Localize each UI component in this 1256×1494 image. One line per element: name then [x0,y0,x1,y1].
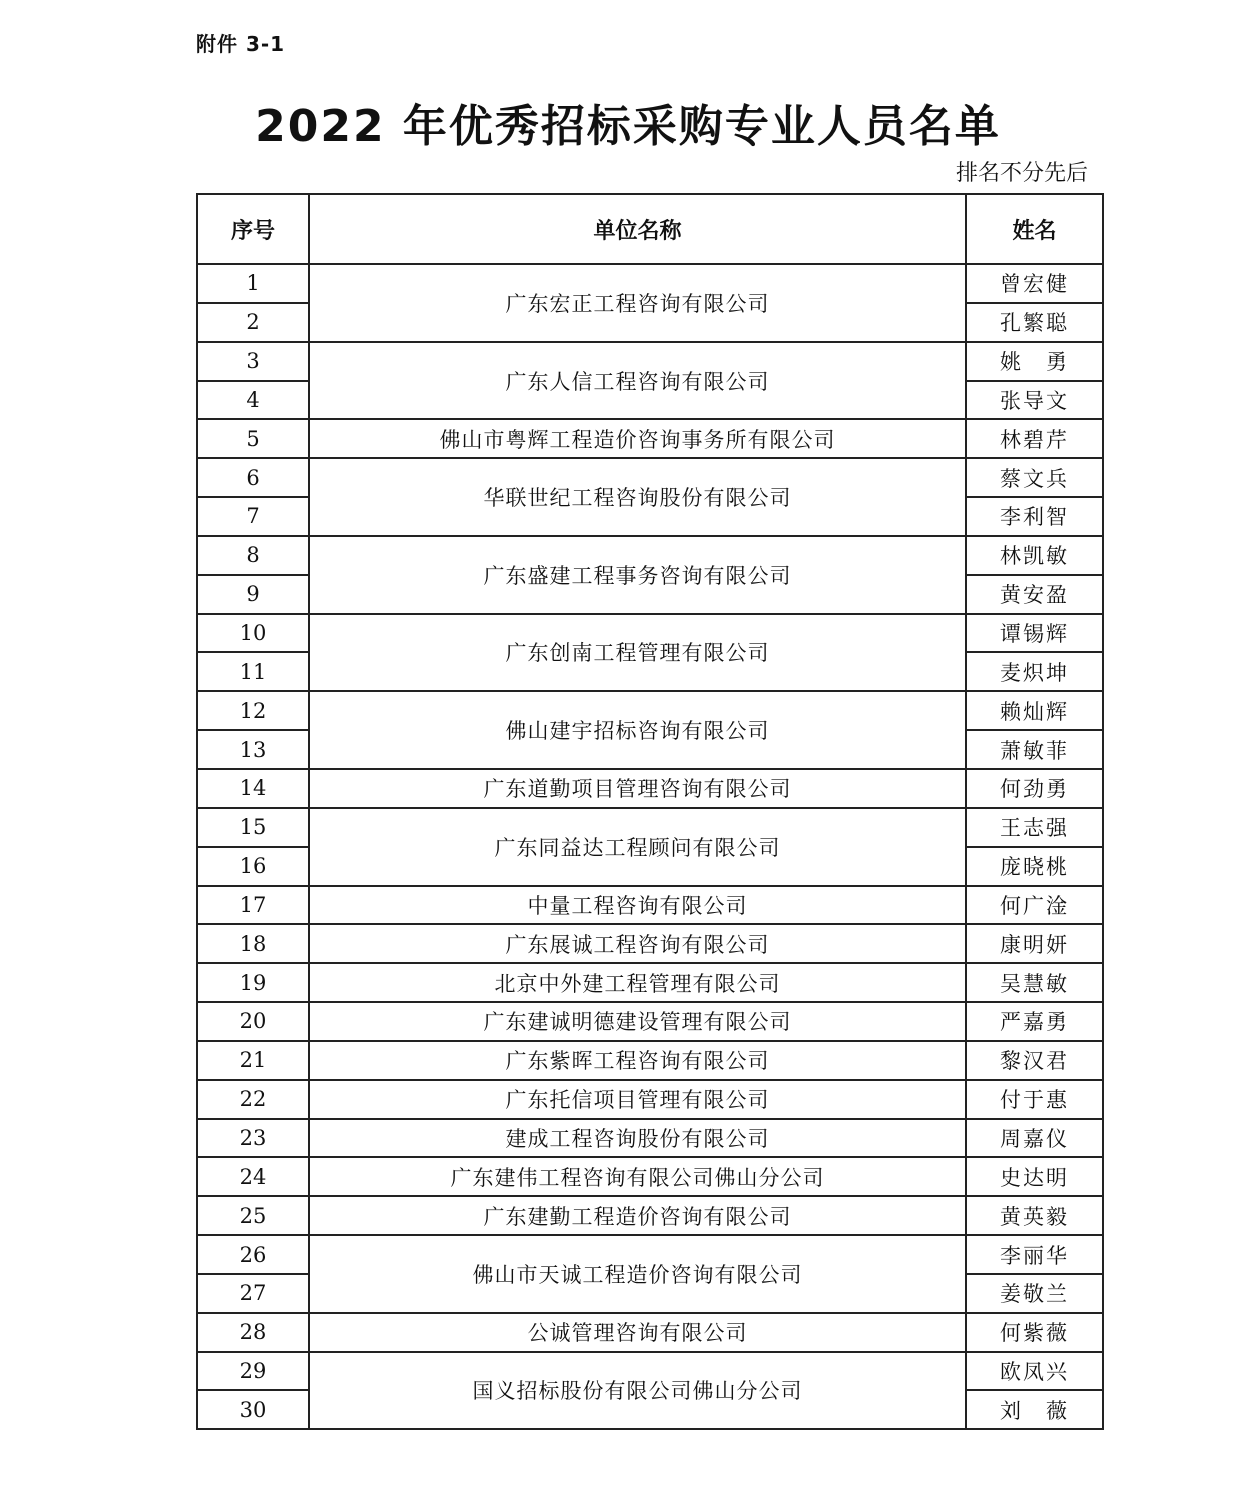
table-row [197,1119,1103,1158]
roster-table [196,193,1104,1430]
company-name: 中量工程咨询有限公司 [309,886,966,925]
company-name: 建成工程咨询股份有限公司 [309,1119,966,1158]
person-name: 付于惠 [966,1080,1103,1119]
person-name: 孔繁聪 [966,303,1103,342]
person-name: 何紫薇 [966,1313,1103,1352]
table-row [197,1235,1103,1274]
company-name: 广东建诚明德建设管理有限公司 [309,1002,966,1041]
company-name: 国义招标股份有限公司佛山分公司 [309,1352,966,1430]
row-number: 8 [197,536,309,575]
person-name: 姜敬兰 [966,1274,1103,1313]
person-name: 林碧芹 [966,419,1103,458]
row-number: 24 [197,1157,309,1196]
company-name: 广东建勤工程造价咨询有限公司 [309,1196,966,1235]
person-name: 严嘉勇 [966,1002,1103,1041]
person-name: 黄英毅 [966,1196,1103,1235]
table-row [197,691,1103,730]
page-title: 2022 年优秀招标采购专业人员名单 [255,101,1001,152]
company-name: 广东盛建工程事务咨询有限公司 [309,536,966,614]
person-name: 康明妍 [966,924,1103,963]
table-row [197,1352,1103,1391]
row-number: 2 [197,303,309,342]
roster-body [197,264,1103,1429]
person-name: 刘 薇 [966,1390,1103,1429]
row-number: 6 [197,458,309,497]
row-number: 11 [197,652,309,691]
row-number: 3 [197,342,309,381]
person-name: 林凯敏 [966,536,1103,575]
person-name: 李利智 [966,497,1103,536]
table-row [197,458,1103,497]
row-number: 5 [197,419,309,458]
person-name: 庞晓桃 [966,847,1103,886]
person-name: 黄安盈 [966,575,1103,614]
row-number: 28 [197,1313,309,1352]
header-company: 单位名称 [309,194,966,264]
company-name: 广东展诚工程咨询有限公司 [309,924,966,963]
table-row [197,808,1103,847]
row-number: 23 [197,1119,309,1158]
person-name: 黎汉君 [966,1041,1103,1080]
row-number: 25 [197,1196,309,1235]
table-row [197,1313,1103,1352]
company-name: 广东建伟工程咨询有限公司佛山分公司 [309,1157,966,1196]
attachment-label: 附件 3-1 [196,32,286,56]
table-row [197,419,1103,458]
row-number: 15 [197,808,309,847]
row-number: 27 [197,1274,309,1313]
person-name: 赖灿辉 [966,691,1103,730]
company-name: 广东创南工程管理有限公司 [309,614,966,692]
person-name: 周嘉仪 [966,1119,1103,1158]
company-name: 广东人信工程咨询有限公司 [309,342,966,420]
company-name: 广东道勤项目管理咨询有限公司 [309,769,966,808]
table-row [197,1041,1103,1080]
company-name: 广东宏正工程咨询有限公司 [309,264,966,342]
table-row [197,924,1103,963]
row-number: 12 [197,691,309,730]
person-name: 吴慧敏 [966,963,1103,1002]
person-name: 张导文 [966,381,1103,420]
table-row [197,536,1103,575]
row-number: 16 [197,847,309,886]
row-number: 26 [197,1235,309,1274]
person-name: 姚 勇 [966,342,1103,381]
person-name: 李丽华 [966,1235,1103,1274]
person-name: 蔡文兵 [966,458,1103,497]
row-number: 1 [197,264,309,303]
table-row [197,264,1103,303]
company-name: 广东紫晖工程咨询有限公司 [309,1041,966,1080]
row-number: 20 [197,1002,309,1041]
company-name: 广东同益达工程顾问有限公司 [309,808,966,886]
header-row [197,194,1103,264]
person-name: 麦炽坤 [966,652,1103,691]
table-row [197,886,1103,925]
company-name: 佛山建宇招标咨询有限公司 [309,691,966,769]
table-row [197,963,1103,1002]
row-number: 19 [197,963,309,1002]
table-row [197,614,1103,653]
header-seq: 序号 [197,194,309,264]
person-name: 谭锡辉 [966,614,1103,653]
company-name: 佛山市天诚工程造价咨询有限公司 [309,1235,966,1313]
order-note: 排名不分先后 [955,161,1088,186]
table-row [197,342,1103,381]
row-number: 17 [197,886,309,925]
table-row [197,1002,1103,1041]
row-number: 22 [197,1080,309,1119]
person-name: 何广淦 [966,886,1103,925]
table-row [197,1080,1103,1119]
row-number: 9 [197,575,309,614]
person-name: 史达明 [966,1157,1103,1196]
row-number: 13 [197,730,309,769]
header-name: 姓名 [966,194,1103,264]
company-name: 北京中外建工程管理有限公司 [309,963,966,1002]
person-name: 王志强 [966,808,1103,847]
row-number: 7 [197,497,309,536]
row-number: 30 [197,1390,309,1429]
row-number: 18 [197,924,309,963]
row-number: 4 [197,381,309,420]
row-number: 21 [197,1041,309,1080]
table-row [197,769,1103,808]
company-name: 公诚管理咨询有限公司 [309,1313,966,1352]
row-number: 14 [197,769,309,808]
row-number: 10 [197,614,309,653]
person-name: 何劲勇 [966,769,1103,808]
row-number: 29 [197,1352,309,1391]
table-row [197,1196,1103,1235]
person-name: 欧凤兴 [966,1352,1103,1391]
person-name: 曾宏健 [966,264,1103,303]
company-name: 广东托信项目管理有限公司 [309,1080,966,1119]
company-name: 华联世纪工程咨询股份有限公司 [309,458,966,536]
table-row [197,1157,1103,1196]
person-name: 萧敏菲 [966,730,1103,769]
company-name: 佛山市粤辉工程造价咨询事务所有限公司 [309,419,966,458]
